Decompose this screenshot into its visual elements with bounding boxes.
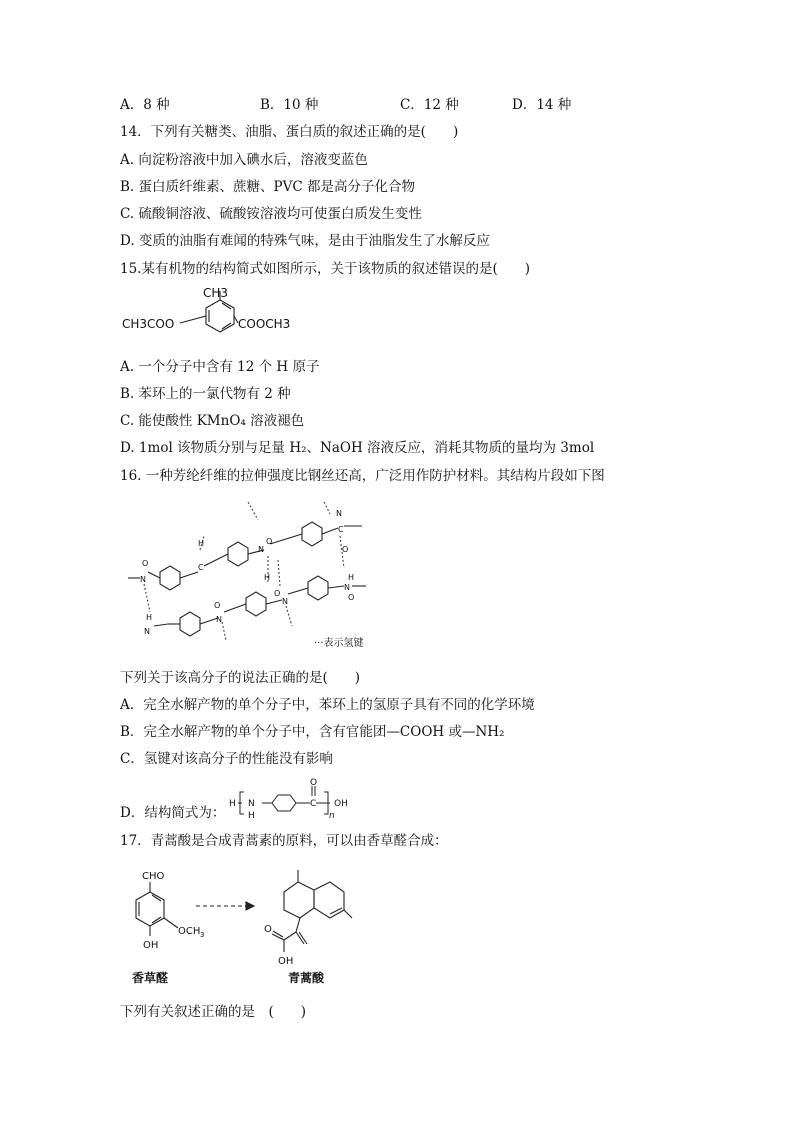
q14-option-b: B. 蛋白质纤维素、蔗糖、PVC 都是高分子化合物 xyxy=(120,179,415,195)
q14-option-c: C. 硫酸铜溶液、硫酸铵溶液均可使蛋白质发生变性 xyxy=(120,206,422,222)
q15-option-d: D. 1mol 该物质分别与足量 H₂、NaOH 溶液反应，消耗其物质的量均为 3mol xyxy=(120,440,595,456)
svg-text:H: H xyxy=(248,811,255,821)
q16-option-d-formula-figure xyxy=(226,778,356,822)
svg-text:OCH: OCH xyxy=(178,926,201,937)
svg-text:H: H xyxy=(348,573,355,582)
q15-right-group-label: COOCH3 xyxy=(238,317,291,331)
svg-text:N: N xyxy=(144,627,150,636)
q17-right-compound-label: 青蒿酸 xyxy=(288,971,325,985)
q13-option-a: A．8 种 xyxy=(120,97,170,113)
q15-stem: 15.某有机物的结构简式如图所示，关于该物质的叙述错误的是( ) xyxy=(120,261,531,277)
svg-text:OH: OH xyxy=(278,956,294,967)
q16-figure-legend: ···表示氢键 xyxy=(314,638,364,649)
q15-option-a: A. 一个分子中含有 12 个 H 原子 xyxy=(120,359,320,375)
svg-text:CHO: CHO xyxy=(142,871,165,882)
svg-text:N: N xyxy=(248,799,255,809)
q17-synthesis-figure xyxy=(118,862,368,987)
svg-text:N: N xyxy=(258,545,264,554)
q17-stem: 17．青蒿酸是合成青蒿素的原料，可以由香草醛合成： xyxy=(120,833,448,849)
svg-text:O: O xyxy=(214,601,221,610)
q16-option-c: C．氢键对该高分子的性能没有影响 xyxy=(120,751,333,767)
q16-stem: 16. 一种芳纶纤维的拉伸强度比钢丝还高，广泛用作防护材料。其结构片段如下图 xyxy=(120,468,605,484)
svg-text:OH: OH xyxy=(334,799,348,809)
svg-text:n: n xyxy=(329,811,335,821)
svg-text:H: H xyxy=(264,573,271,582)
q14-option-a: A. 向淀粉溶液中加入碘水后，溶液变蓝色 xyxy=(120,152,368,168)
svg-text:O: O xyxy=(310,778,318,788)
svg-text:3: 3 xyxy=(200,931,205,939)
q16-option-a: A．完全水解产物的单个分子中，苯环上的氢原子具有不同的化学环境 xyxy=(120,697,535,713)
svg-text:O: O xyxy=(142,559,149,568)
svg-text:OH: OH xyxy=(143,940,159,951)
svg-text:O: O xyxy=(348,593,355,602)
svg-text:N: N xyxy=(336,509,342,518)
q14-option-d: D. 变质的油脂有难闻的特殊气味，是由于油脂发生了水解反应 xyxy=(120,233,490,249)
q14-stem: 14．下列有关糖类、油脂、蛋白质的叙述正确的是( ) xyxy=(120,124,459,140)
q15-option-b: B. 苯环上的一氯代物有 2 种 xyxy=(120,386,291,402)
q16-option-d: D．结构简式为： xyxy=(120,805,226,821)
svg-text:N: N xyxy=(344,583,350,592)
q15-methyl-label: CH3 xyxy=(203,286,229,300)
q15-structure-figure xyxy=(118,282,308,352)
q13-option-d: D．14 种 xyxy=(512,97,572,113)
q15-option-c: C. 能使酸性 KMnO₄ 溶液褪色 xyxy=(120,413,305,429)
q17-question: 下列有关叙述正确的是 ( ) xyxy=(120,1004,307,1020)
q13-option-c: C．12 种 xyxy=(400,97,459,113)
svg-text:N: N xyxy=(282,597,288,606)
svg-text:H: H xyxy=(198,539,205,548)
svg-text:N: N xyxy=(216,615,222,624)
svg-text:O: O xyxy=(274,589,281,598)
q16-option-b: B．完全水解产物的单个分子中，含有官能团—COOH 或—NH₂ xyxy=(120,724,505,740)
q13-option-b: B．10 种 xyxy=(260,97,319,113)
svg-text:C: C xyxy=(338,525,344,534)
q16-question: 下列关于该高分子的说法正确的是( ) xyxy=(120,670,361,686)
q16-aramid-structure-figure xyxy=(118,500,388,655)
svg-text:O: O xyxy=(342,545,349,554)
svg-text:C: C xyxy=(198,563,204,572)
svg-text:O: O xyxy=(264,924,272,935)
svg-text:O: O xyxy=(266,537,273,546)
q17-left-compound-label: 香草醛 xyxy=(132,971,169,985)
svg-text:H: H xyxy=(146,613,153,622)
svg-text:N: N xyxy=(140,575,146,584)
svg-text:H: H xyxy=(229,799,236,809)
q15-left-group-label: CH3COO xyxy=(122,317,175,331)
svg-text:C: C xyxy=(310,799,317,809)
